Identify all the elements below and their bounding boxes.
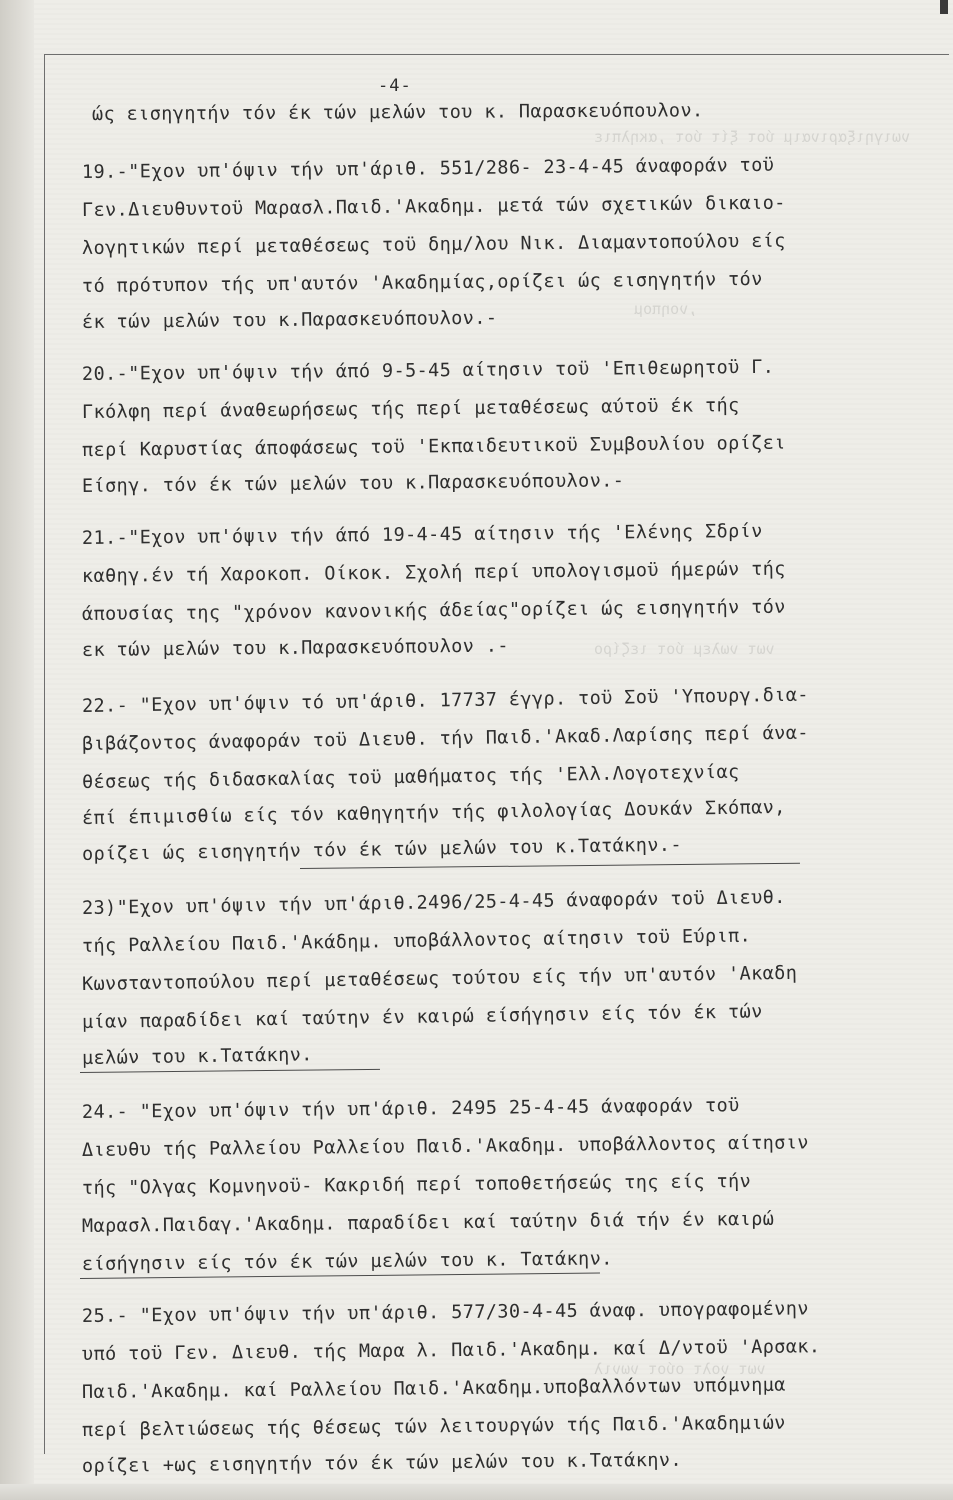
text-line: ορίζει +ως εισηγητήν τόν έκ τών μελών του κ.Τατάκην. bbox=[81, 1449, 683, 1477]
text-line: μελών του κ.Τατάκην. bbox=[81, 1044, 313, 1069]
text-line: έπί έπιμισθίω είς τόν καθηγητήν τής φιλολογίας Δουκάν Σκόπαν, bbox=[81, 796, 786, 829]
text-line: άπουσίας της "χρόνον κανονικής άδείας"ορίζει ώς εισηγητήν τόν bbox=[81, 596, 786, 625]
text-line: έκ τών μελών του κ.Παρασκευόπουλον.- bbox=[81, 307, 498, 333]
text-line: 19.-"Εχον υπ'όψιν τήν υπ'άριθ. 551/286- 23-4-45 άναφοράν τοϋ bbox=[81, 154, 775, 183]
scan-left-edge bbox=[0, 0, 34, 1500]
text-line: ώς εισηγητήν τόν έκ τών μελών του κ. Παρασκευόπουλον. bbox=[91, 100, 704, 125]
bleed-through-text: νωτ νολτ ούοτ νωνιλ bbox=[594, 1360, 766, 1378]
text-line: θέσεως τής διδασκαλίας τοϋ μαθήματος τής 'Ελλ.Λογοτεχνίας bbox=[81, 761, 740, 793]
frame-top-rule bbox=[44, 54, 949, 55]
text-line: λογητικών περί μεταθέσεως τοϋ δημ/λου Νικ. Διαμαντοπούλου είς bbox=[81, 230, 786, 259]
text-line: περί Καρυστίας άποφάσεως τοϋ 'Εκπαιδευτικοϋ Συμβουλίου ορίζει bbox=[81, 432, 786, 461]
bleed-through-text: ,νοηπομ bbox=[634, 300, 698, 318]
text-line: Διευθυ τής Ραλλείου Ραλλείου Παιδ.'Ακαδημ. υποβάλλοντος αίτησιν bbox=[81, 1132, 809, 1161]
text-line: 21.-"Εχον υπ'όψιν τήν άπό 19-4-45 αίτησιν τής 'Ελένης Σδρίν bbox=[81, 520, 763, 549]
text-line: ορίζει ώς εισηγητήν τόν έκ τών μελών του κ.Τατάκην.- bbox=[81, 834, 683, 865]
text-line: βιβάζοντος άναφοράν τοϋ Διευθ. τήν Παιδ.'Ακαδ.Λαρίσης περί άνα- bbox=[81, 722, 809, 755]
text-line: τής Ραλλείου Παιδ.'Ακάδημ. υποβάλλοντος αίτησιν τοϋ Εύριπ. bbox=[81, 925, 752, 957]
text-line: 20.-"Εχον υπ'όψιν τήν άπό 9-5-45 αίτησιν τοϋ 'Επιθεωρητοϋ Γ. bbox=[81, 356, 775, 385]
text-line: Παιδ.'Ακαδημ. καί Ραλλείου Παιδ.'Ακαδημ.υποβαλλόντων υπόμνημα bbox=[81, 1374, 786, 1403]
text-line: περί βελτιώσεως τής θέσεως τών λειτουργών τής Παιδ.'Ακαδημιών bbox=[81, 1412, 786, 1441]
text-line: υπό τοϋ Γεν. Διευθ. τής Μαρα λ. Παιδ.'Ακαδημ. καί Δ/ντοϋ 'Αρσακ. bbox=[81, 1336, 821, 1365]
scan-bottom-edge bbox=[0, 1484, 953, 1500]
corner-mark bbox=[940, 0, 948, 14]
text-line: τό πρότυπον τής υπ'αυτόν 'Ακαδημίας,ορίζει ώς εισηγητήν τόν bbox=[81, 268, 763, 297]
text-line: μίαν παραδίδει καί ταύτην έν καιρώ είσήγησιν είς τόν έκ τών bbox=[81, 1001, 763, 1033]
text-line: 24.- "Εχον υπ'όψιν τήν υπ'άριθ. 2495 25-4-45 άναφοράν τοϋ bbox=[81, 1095, 740, 1123]
text-line: Κωνσταντοπούλου περί μεταθέσεως τούτου είς τήν υπ'αυτόν 'Ακαδη bbox=[81, 962, 798, 995]
text-line: καθηγ.έν τή Χαροκοπ. Οίκοκ. Σχολή περί υπολογισμοϋ ήμερών τής bbox=[81, 558, 786, 587]
text-line: Είσηγ. τόν έκ τών μελών του κ.Παρασκευόπουλον.- bbox=[81, 470, 625, 497]
text-line: είσήγησιν είς τόν έκ τών μελών του κ. Τατάκην. bbox=[81, 1248, 613, 1275]
text-line: 22.- "Εχον υπ'όψιν τό υπ'άριθ. 17737 έγγρ. τοϋ Σοϋ 'Υπουργ.δια- bbox=[81, 684, 809, 717]
bleed-through-text: νωτ νωλεμ ύοτ ιεζίρο bbox=[594, 640, 775, 658]
text-line: τής "Ολγας Κομνηνοϋ- Κακριδή περί τοποθετήσεώς της είς τήν bbox=[81, 1170, 752, 1199]
text-line: Γεν.Διευθυντοϋ Μαρασλ.Παιδ.'Ακαδημ. μετά τών σχετικών δικαιο- bbox=[81, 192, 786, 221]
frame-left-rule bbox=[44, 54, 45, 1454]
bleed-through-text: νωιγηιξαριναιμ ύοτ ξίτ ύοτ ,ακηλπιε bbox=[594, 128, 911, 146]
page-number: -4- bbox=[378, 76, 412, 96]
text-line: Μαρασλ.Παιδαγ.'Ακαδημ. παραδίδει καί ταύτην διά τήν έν καιρώ bbox=[81, 1208, 775, 1237]
text-line: 25.- "Εχον υπ'όψιν τήν υπ'άριθ. 577/30-4-45 άναφ. υπογραφομένην bbox=[81, 1298, 809, 1327]
text-line: 23)"Εχον υπ'όψιν τήν υπ'άριθ.2496/25-4-45 άναφοράν τοϋ Διευθ. bbox=[81, 886, 786, 919]
text-line: εκ τών μελών του κ.Παρασκευόπουλον .- bbox=[81, 635, 509, 661]
text-line: Γκόλφη περί άναθεωρήσεως τής περί μεταθέσεως αύτοϋ έκ τής bbox=[81, 395, 740, 423]
